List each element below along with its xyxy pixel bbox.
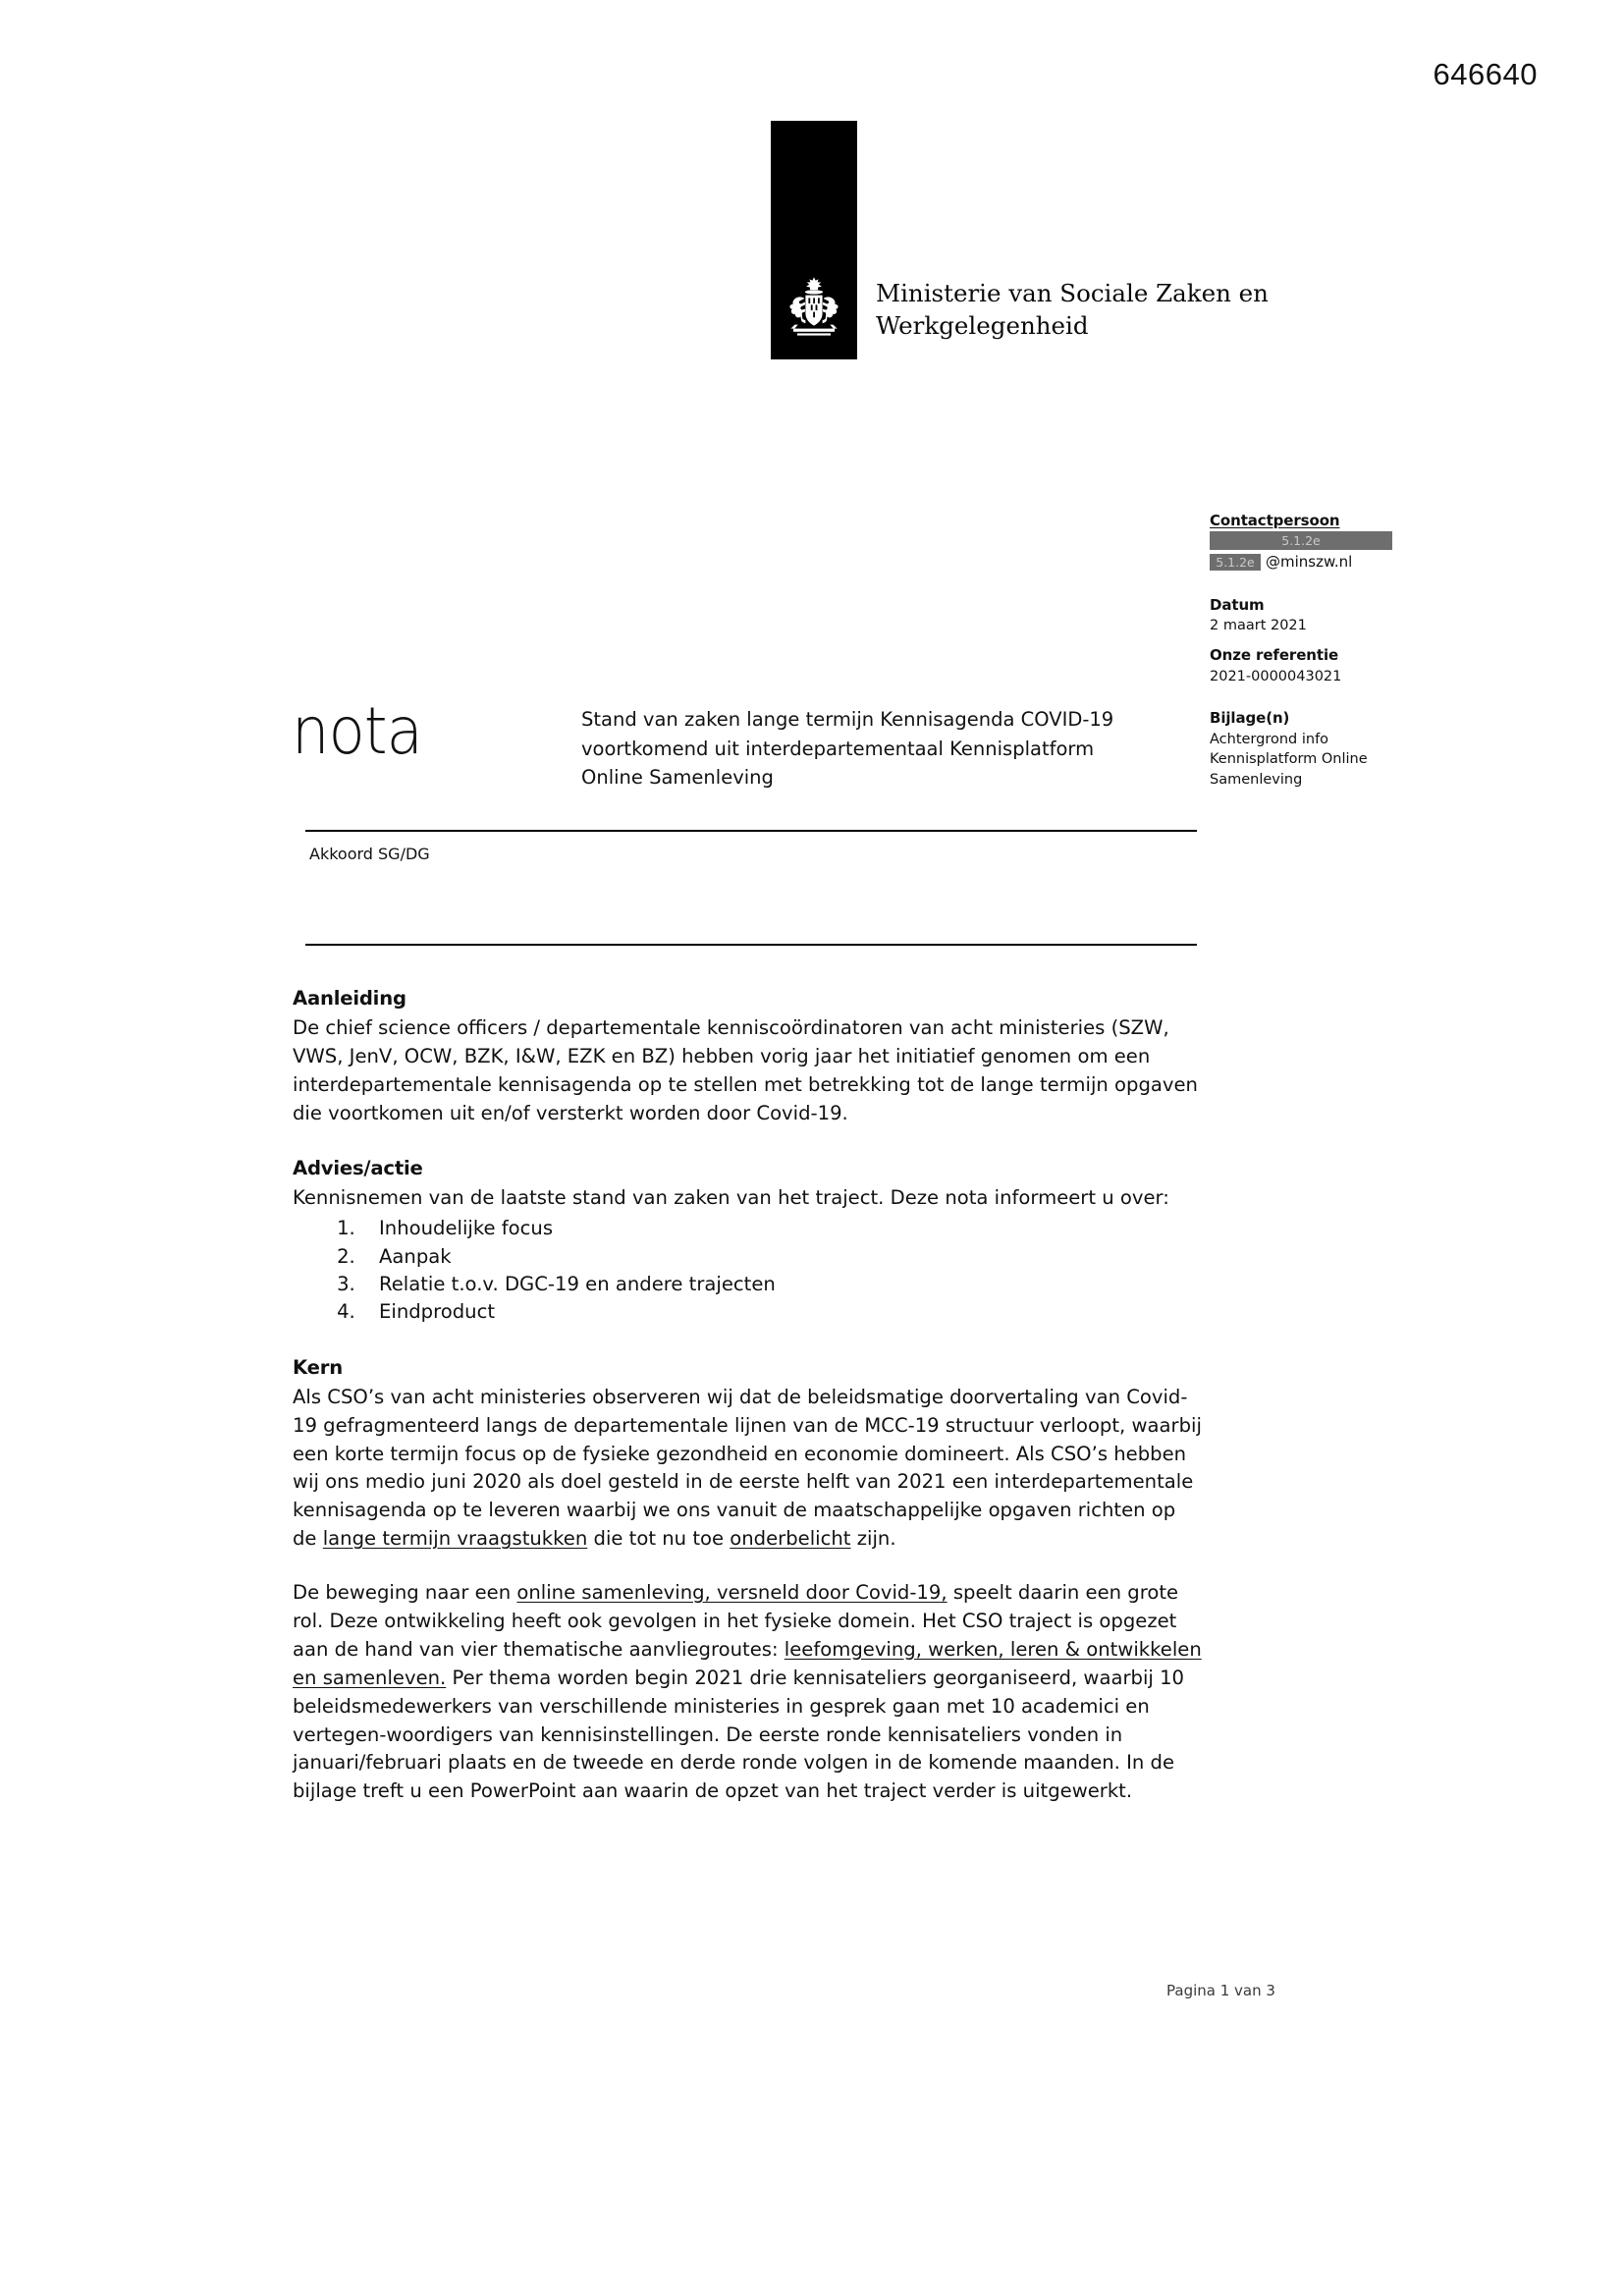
contact-label: Contactpersoon	[1210, 512, 1340, 529]
date-label: Datum	[1210, 595, 1265, 614]
date-value: 2 maart 2021	[1210, 617, 1307, 633]
list-item: 4. Eindproduct	[361, 1298, 1204, 1326]
list-item: 3. Relatie t.o.v. DGC-19 en andere trajecten	[361, 1271, 1204, 1298]
contact-email	[1210, 552, 1445, 573]
page-footer: Pagina 1 van 3	[1166, 1982, 1275, 1999]
kern-p2-part-b: speelt daarin een grote rol. Deze ontwikkeling heeft ook gevolgen in het fysieke domein. Het CSO traject is opgezet aan de hand van vier thematische aanvliegroutes:	[293, 1581, 1179, 1661]
dutch-coat-of-arms-icon	[778, 275, 850, 344]
section-advies	[293, 1155, 1204, 1326]
contact-email-domain: @minszw.nl	[1266, 553, 1353, 572]
kern-p1-part-c: zijn.	[850, 1527, 896, 1551]
kern-p1-part-b: die tot nu toe	[587, 1527, 731, 1551]
section-body-aanleiding: De chief science officers / departementale kenniscoördinatoren van acht ministeries (SZW, VWS, JenV, OCW, BZK, I&W, EZK en BZ) hebben vorig jaar het initiatief genomen om een interdepartementale kennisagenda op te stellen met betrekking tot de lange termijn opgaven die voortkomen uit en/of versterkt worden door Covid-19.	[293, 1015, 1198, 1124]
attachment-line-3: Samenleving	[1210, 771, 1303, 788]
contact-name-redaction: 5.1.2e	[1210, 531, 1392, 550]
document-subtitle	[581, 705, 1210, 793]
reference-label: Onze referentie	[1210, 646, 1339, 665]
ministry-name-line1: Ministerie van Sociale Zaken en	[876, 279, 1269, 308]
kern-p2-underline-1: online samenleving, versneld door Covid-19,	[516, 1581, 947, 1605]
subtitle-line-2: voortkomend uit interdepartementaal Kennisplatform	[581, 737, 1095, 760]
kern-paragraph-1	[293, 1384, 1204, 1554]
section-kern	[293, 1354, 1204, 1806]
document-body	[293, 985, 1204, 1806]
subtitle-line-3: Online Samenleving	[581, 766, 774, 790]
section-heading-aanleiding: Aanleiding	[293, 987, 406, 1010]
list-item: 1. Inhoudelijke focus	[361, 1215, 1204, 1242]
list-item: 2. Aanpak	[361, 1243, 1204, 1271]
attachment-line-1: Achtergrond info	[1210, 731, 1329, 747]
section-aanleiding	[293, 985, 1204, 1127]
divider-bottom	[305, 944, 1197, 946]
attachment-label: Bijlage(n)	[1210, 709, 1290, 728]
kern-p1-underline-2: onderbelicht	[730, 1527, 851, 1551]
section-heading-kern: Kern	[293, 1355, 343, 1379]
ministry-name	[876, 278, 1269, 359]
contact-email-redaction: 5.1.2e	[1210, 554, 1261, 571]
kern-p1-underline-1: lange termijn vraagstukken	[322, 1527, 588, 1551]
logo-black-bar	[771, 121, 857, 359]
kern-p2-part-c: Per thema worden begin 2021 drie kennisateliers georganiseerd, waarbij 10 beleidsmedewerkers van verschillende ministeries in gesprek gaan met 10 academici en vertegen-woordigers van kennisinstellingen. De eerste ronde kennisateliers vonden in januari/februari plaats en de tweede en derde ronde volgen in de komende maanden. In de bijlage treft u een PowerPoint aan waarin de opzet van het traject verder is uitgewerkt.	[293, 1666, 1185, 1803]
document-meta-column	[1210, 511, 1445, 790]
ministry-logo	[771, 121, 1269, 359]
reference-value: 2021-0000043021	[1210, 668, 1342, 684]
kern-paragraph-2	[293, 1579, 1204, 1806]
kern-p2-underline-2: leefomgeving, werken, leren & ontwikkelen en samenleven.	[293, 1637, 1202, 1689]
ministry-name-line2: Werkgelegenheid	[876, 310, 1089, 340]
kern-p2-part-a: De beweging naar een	[293, 1581, 517, 1605]
section-body-advies: Kennisnemen van de laatste stand van zaken van het traject. Deze nota informeert u over:	[293, 1186, 1169, 1210]
attachment-line-2: Kennisplatform Online	[1210, 751, 1368, 768]
approval-label: Akkoord SG/DG	[309, 845, 430, 863]
section-heading-advies: Advies/actie	[293, 1157, 423, 1180]
advies-list	[293, 1215, 1204, 1327]
divider-top	[305, 830, 1197, 832]
document-number: 646640	[1433, 57, 1538, 91]
kern-p1-part-a: Als CSO’s van acht ministeries observeren wij dat de beleidsmatige doorvertaling van Covid-19 gefragmenteerd langs de departementale lijnen van de MCC-19 structuur verloopt, waarbij een korte termijn focus op de fysieke gezondheid en economie domineert. Als CSO’s hebben wij ons medio juni 2020 als doel gesteld in de eerste helft van 2021 een interdepartementale kennisagenda op te leveren waarbij we ons vanuit de maatschappelijke opgaven richten op de	[293, 1385, 1202, 1551]
page-title: nota	[292, 693, 422, 769]
subtitle-line-1: Stand van zaken lange termijn Kennisagenda COVID-19	[581, 708, 1114, 731]
